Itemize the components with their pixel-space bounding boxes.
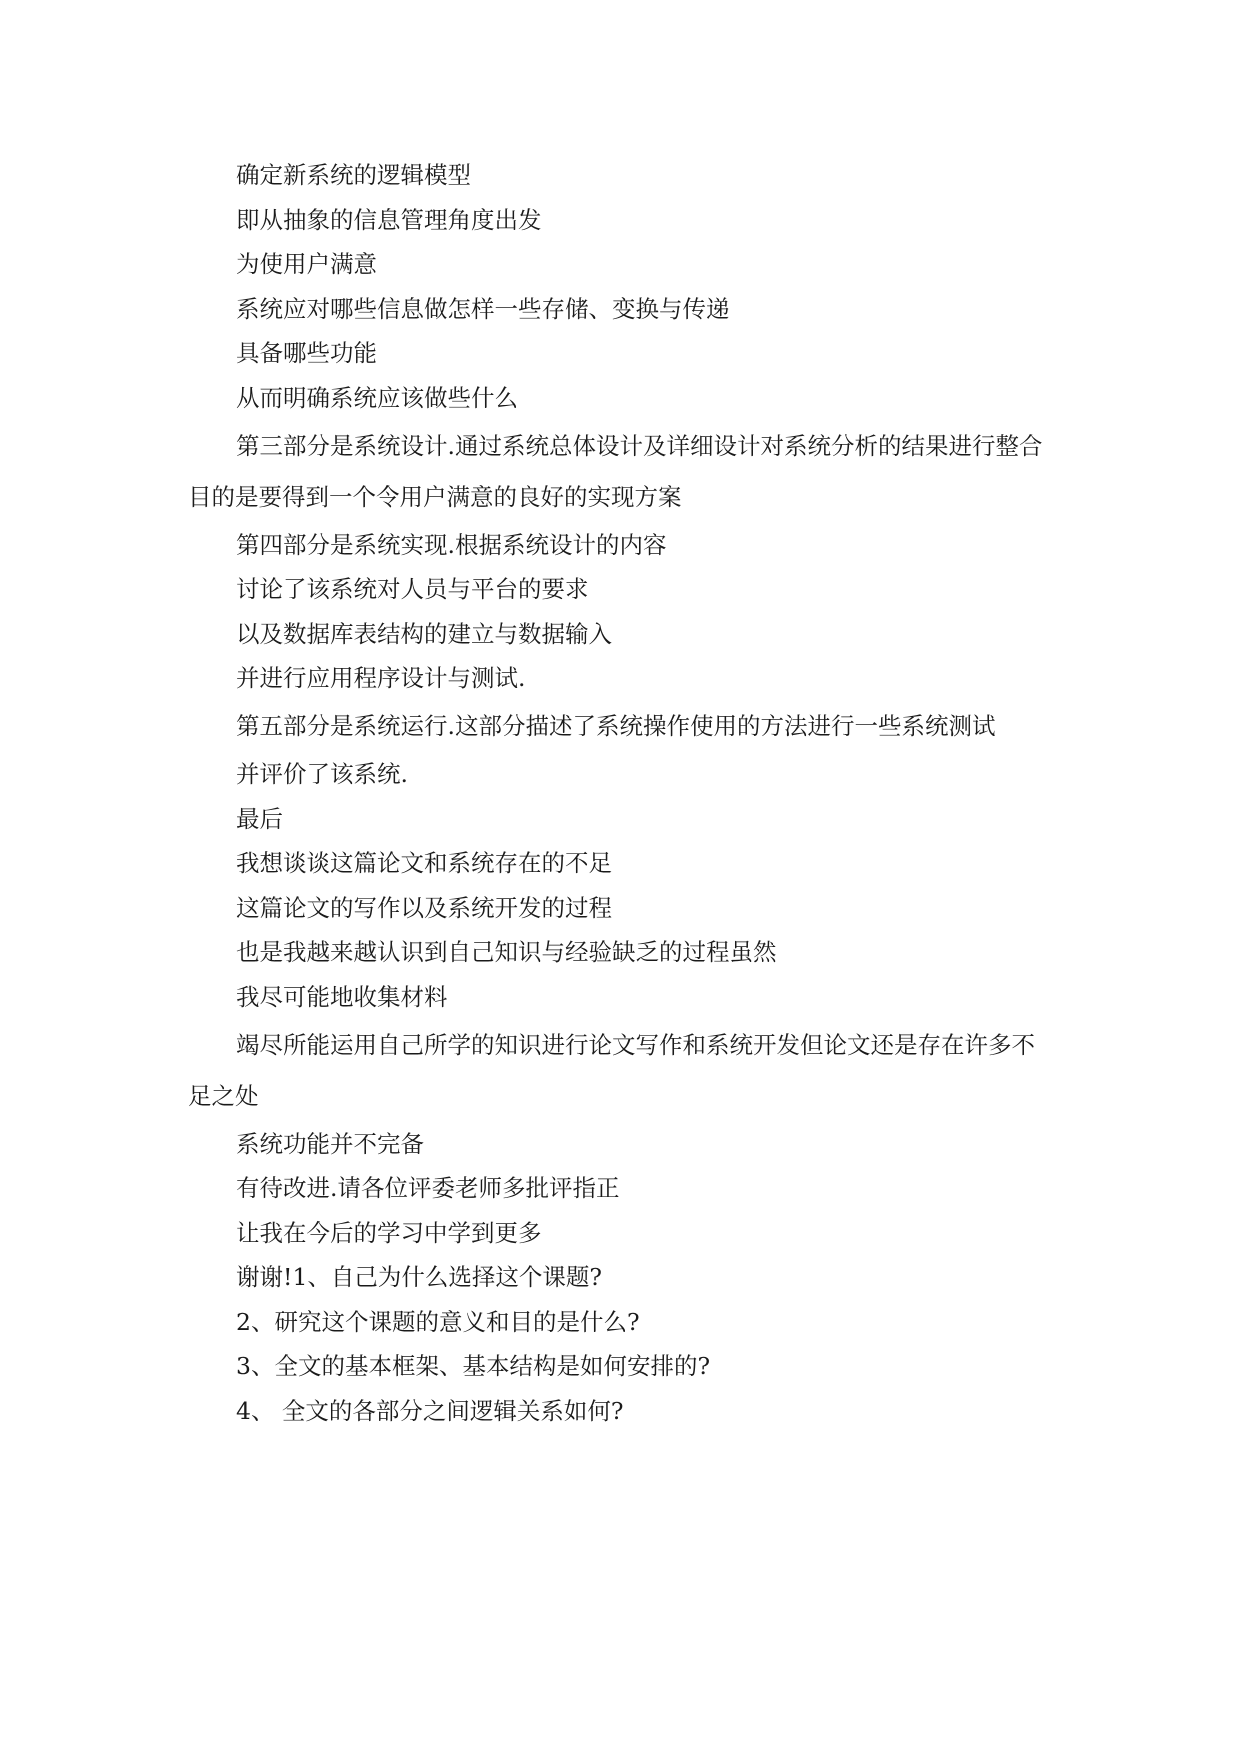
paragraph: 2、研究这个课题的意义和目的是什么? xyxy=(236,1307,640,1336)
paragraph: 即从抽象的信息管理角度出发 xyxy=(236,205,542,234)
paragraph: 我想谈谈这篇论文和系统存在的不足 xyxy=(236,849,612,878)
paragraph: 3、全文的基本框架、基本结构是如何安排的? xyxy=(236,1352,711,1381)
document-body xyxy=(188,153,1054,1434)
paragraph: 谢谢!1、自己为什么选择这个课题? xyxy=(236,1263,602,1292)
paragraph: 有待改进.请各位评委老师多批评指正 xyxy=(236,1174,620,1203)
paragraph: 确定新系统的逻辑模型 xyxy=(236,161,471,189)
paragraph: 从而明确系统应该做些什么 xyxy=(236,383,518,412)
paragraph: 让我在今后的学习中学到更多 xyxy=(236,1218,542,1247)
paragraph: 系统功能并不完备 xyxy=(236,1129,424,1158)
paragraph: 以及数据库表结构的建立与数据输入 xyxy=(236,619,612,648)
paragraph: 4、 全文的各部分之间逻辑关系如何? xyxy=(236,1397,624,1426)
paragraph: 系统应对哪些信息做怎样一些存储、变换与传递 xyxy=(236,294,730,323)
paragraph: 这篇论文的写作以及系统开发的过程 xyxy=(236,893,612,922)
paragraph: 并进行应用程序设计与测试. xyxy=(236,664,526,693)
paragraph: 第四部分是系统实现.根据系统设计的内容 xyxy=(236,530,667,559)
paragraph: 第五部分是系统运行.这部分描述了系统操作使用的方法进行一些系统测试 xyxy=(236,711,996,740)
paragraph: 具备哪些功能 xyxy=(236,339,377,368)
paragraph: 最后 xyxy=(236,804,283,833)
paragraph: 第三部分是系统设计.通过系统总体设计及详细设计对系统分析的结果进行整合目的是要得到一个令用户满意的良好的实现方案 xyxy=(188,431,1043,511)
paragraph: 并评价了该系统. xyxy=(236,759,408,788)
paragraph: 竭尽所能运用自己所学的知识进行论文写作和系统开发但论文还是存在许多不足之处 xyxy=(188,1030,1035,1110)
paragraph: 为使用户满意 xyxy=(236,250,377,279)
paragraph: 也是我越来越认识到自己知识与经验缺乏的过程虽然 xyxy=(236,938,777,967)
paragraph: 我尽可能地收集材料 xyxy=(236,982,448,1011)
paragraph: 讨论了该系统对人员与平台的要求 xyxy=(236,575,589,604)
